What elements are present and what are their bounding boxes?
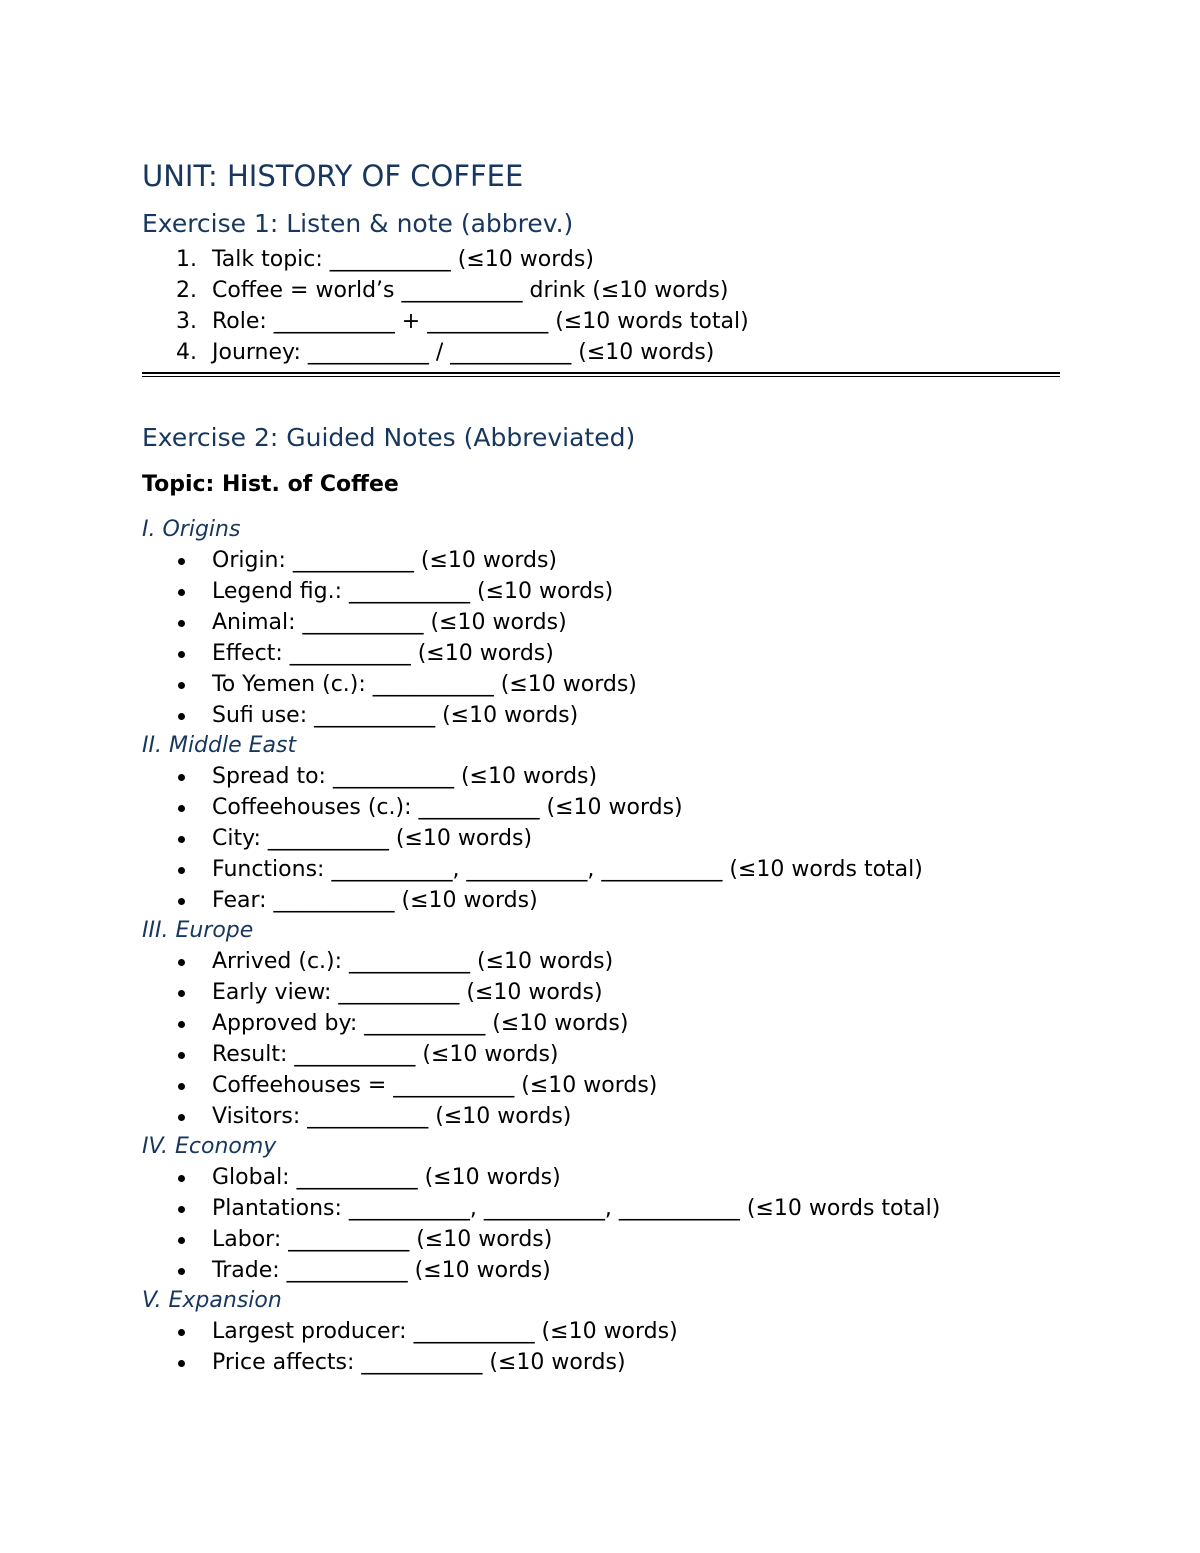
item-number: 1. xyxy=(176,247,197,272)
bullet-icon xyxy=(178,589,185,596)
list-item xyxy=(142,1070,1060,1101)
list-item xyxy=(142,854,1060,885)
item-text: Trade: ___________ (≤10 words) xyxy=(212,1258,551,1283)
list-item xyxy=(142,1008,1060,1039)
item-text: Origin: ___________ (≤10 words) xyxy=(212,548,558,573)
list-item xyxy=(142,1347,1060,1378)
item-text: Arrived (c.): ___________ (≤10 words) xyxy=(212,949,614,974)
item-text: Spread to: ___________ (≤10 words) xyxy=(212,764,598,789)
item-number: 3. xyxy=(176,309,197,334)
bullet-icon xyxy=(178,1268,185,1275)
bullet-icon xyxy=(178,774,185,781)
bullet-icon xyxy=(178,651,185,658)
section-heading-economy: IV. Economy xyxy=(142,1134,277,1159)
list-item xyxy=(142,1039,1060,1070)
item-text: Coffeehouses (c.): ___________ (≤10 words) xyxy=(212,795,683,820)
list-item xyxy=(142,700,1060,731)
bullet-icon xyxy=(178,682,185,689)
item-text: Early view: ___________ (≤10 words) xyxy=(212,980,603,1005)
bullet-icon xyxy=(178,1114,185,1121)
list-item xyxy=(142,1316,1060,1347)
list-item xyxy=(142,607,1060,638)
unit-title: UNIT: HISTORY OF COFFEE xyxy=(142,159,524,193)
bullet-icon xyxy=(178,898,185,905)
section-heading-europe: III. Europe xyxy=(142,918,254,943)
bullet-icon xyxy=(178,1021,185,1028)
item-text: Approved by: ___________ (≤10 words) xyxy=(212,1011,629,1036)
list-item xyxy=(142,761,1060,792)
item-text: Coffee = world’s ___________ drink (≤10 words) xyxy=(212,278,729,303)
item-text: Visitors: ___________ (≤10 words) xyxy=(212,1104,572,1129)
item-text: Role: ___________ + ___________ (≤10 words total) xyxy=(212,309,749,334)
item-text: Talk topic: ___________ (≤10 words) xyxy=(212,247,594,272)
bullet-icon xyxy=(178,990,185,997)
item-number: 2. xyxy=(176,278,197,303)
exercise1-heading: Exercise 1: Listen & note (abbrev.) xyxy=(142,209,574,238)
item-text: Journey: ___________ / ___________ (≤10 words) xyxy=(212,340,715,365)
list-item xyxy=(142,977,1060,1008)
topic-label: Topic: Hist. of Coffee xyxy=(142,472,399,497)
bullet-icon xyxy=(178,1237,185,1244)
bullet-icon xyxy=(178,1360,185,1367)
exercise1-item xyxy=(142,337,1060,368)
item-number: 4. xyxy=(176,340,197,365)
bullet-icon xyxy=(178,1175,185,1182)
list-item xyxy=(142,545,1060,576)
bullet-icon xyxy=(178,1206,185,1213)
section-list-origins xyxy=(142,545,1060,731)
item-text: Functions: ___________, ___________, ___________ (≤10 words total) xyxy=(212,857,923,882)
item-text: To Yemen (c.): ___________ (≤10 words) xyxy=(212,672,637,697)
item-text: City: ___________ (≤10 words) xyxy=(212,826,533,851)
exercise1-item xyxy=(142,306,1060,337)
list-item xyxy=(142,792,1060,823)
list-item xyxy=(142,1224,1060,1255)
item-text: Sufi use: ___________ (≤10 words) xyxy=(212,703,579,728)
bullet-icon xyxy=(178,713,185,720)
item-text: Legend fig.: ___________ (≤10 words) xyxy=(212,579,614,604)
section-heading-origins: I. Origins xyxy=(142,517,241,542)
bullet-icon xyxy=(178,959,185,966)
section-heading-expansion: V. Expansion xyxy=(142,1288,282,1313)
list-item xyxy=(142,885,1060,916)
bullet-icon xyxy=(178,867,185,874)
bullet-icon xyxy=(178,805,185,812)
section-divider xyxy=(142,372,1060,377)
item-text: Global: ___________ (≤10 words) xyxy=(212,1165,561,1190)
exercise1-item xyxy=(142,275,1060,306)
item-text: Animal: ___________ (≤10 words) xyxy=(212,610,567,635)
section-list-europe xyxy=(142,946,1060,1132)
list-item xyxy=(142,1162,1060,1193)
bullet-icon xyxy=(178,1329,185,1336)
item-text: Fear: ___________ (≤10 words) xyxy=(212,888,538,913)
item-text: Coffeehouses = ___________ (≤10 words) xyxy=(212,1073,658,1098)
list-item xyxy=(142,1101,1060,1132)
item-text: Largest producer: ___________ (≤10 words) xyxy=(212,1319,678,1344)
exercise1-list xyxy=(142,244,1060,368)
item-text: Plantations: ___________, ___________, ___________ (≤10 words total) xyxy=(212,1196,941,1221)
list-item xyxy=(142,638,1060,669)
list-item xyxy=(142,823,1060,854)
list-item xyxy=(142,669,1060,700)
list-item xyxy=(142,1255,1060,1286)
bullet-icon xyxy=(178,1052,185,1059)
exercise2-heading: Exercise 2: Guided Notes (Abbreviated) xyxy=(142,423,636,452)
bullet-icon xyxy=(178,558,185,565)
section-list-expansion xyxy=(142,1316,1060,1378)
item-text: Effect: ___________ (≤10 words) xyxy=(212,641,554,666)
list-item xyxy=(142,576,1060,607)
bullet-icon xyxy=(178,620,185,627)
document-page xyxy=(142,154,1060,1378)
section-list-economy xyxy=(142,1162,1060,1286)
bullet-icon xyxy=(178,836,185,843)
item-text: Labor: ___________ (≤10 words) xyxy=(212,1227,553,1252)
item-text: Price affects: ___________ (≤10 words) xyxy=(212,1350,626,1375)
exercise1-item xyxy=(142,244,1060,275)
list-item xyxy=(142,1193,1060,1224)
list-item xyxy=(142,946,1060,977)
bullet-icon xyxy=(178,1083,185,1090)
item-text: Result: ___________ (≤10 words) xyxy=(212,1042,559,1067)
section-heading-middle-east: II. Middle East xyxy=(142,733,297,758)
section-list-middle-east xyxy=(142,761,1060,916)
